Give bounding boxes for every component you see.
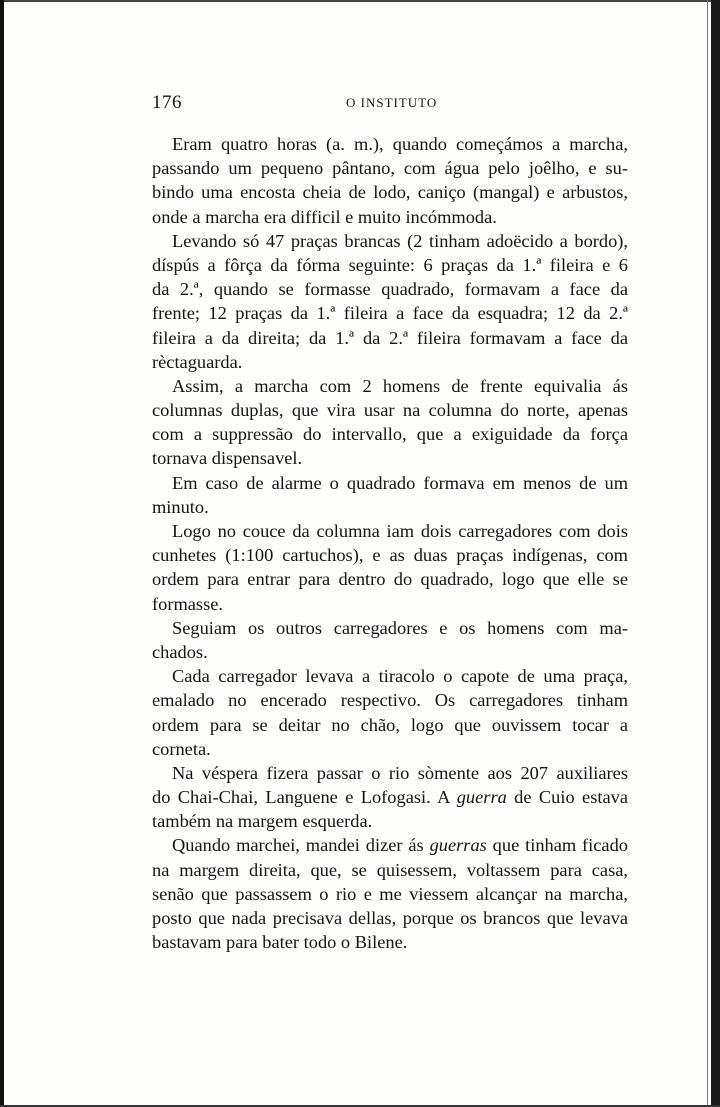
text-line: Na véspera fizera passar o rio sòmente aos 207 auxiliares xyxy=(172,762,628,783)
scan-edge-right xyxy=(711,0,720,1107)
text-line: onde a marcha era difficil e muito incómmoda. xyxy=(152,206,497,227)
text-line: Levando só 47 praças brancas (2 tinham adoëcido a bordo), xyxy=(172,230,628,251)
text-line: Eram quatro horas (a. m.), quando começámos a marcha, xyxy=(172,134,628,154)
text-line: Logo no couce da columna iam dois carregadores com dois xyxy=(172,521,628,541)
paragraph xyxy=(152,132,628,229)
text-line: minuto. xyxy=(152,496,209,517)
paragraph xyxy=(152,833,628,954)
text-line: Seguiam os outros carregadores e os homens com ma- xyxy=(172,617,628,638)
page-number: 176 xyxy=(152,92,182,113)
page-header xyxy=(152,92,628,116)
paragraph xyxy=(152,519,628,616)
paragraph xyxy=(152,374,628,471)
text-line: com a suppressão do intervallo, que a exiguidade da força xyxy=(152,424,628,445)
body-text xyxy=(152,132,628,954)
text-line: ordem para se deitar no chão, logo que ouvissem tocar a xyxy=(152,714,628,735)
text-line: chados. xyxy=(152,641,208,662)
text-line: Assim, a marcha com 2 homens de frente equivalia ás xyxy=(172,375,628,396)
text-line: ordem para entrar para dentro do quadrado, logo que elle se xyxy=(152,569,628,590)
text-line: emalado no encerado respectivo. Os carregadores tinham xyxy=(152,690,628,711)
paragraph xyxy=(152,471,628,519)
text-line: rèctaguarda. xyxy=(152,351,243,372)
text-line: do Chai-Chai, Languene e Lofogasi. A guerra de Cuio estava xyxy=(152,787,628,808)
text-line: da 2.ª, quando se formasse quadrado, formavam a face da xyxy=(152,279,628,300)
paragraph xyxy=(152,229,628,374)
paragraph xyxy=(152,616,628,664)
paragraph xyxy=(152,761,628,834)
text-line: também na margem esquerda. xyxy=(152,811,373,832)
text-line: tornava dispensavel. xyxy=(152,448,303,469)
text-line: formasse. xyxy=(152,593,223,614)
scan-edge-right-line xyxy=(707,0,708,1107)
text-line: Em caso de alarme o quadrado formava em menos de um xyxy=(172,472,628,493)
text-line: díspús a fôrça da fórma seguinte: 6 praças da 1.ª fileira e 6 xyxy=(152,254,628,275)
text-line: corneta. xyxy=(152,738,211,759)
scan-edge-left xyxy=(0,0,4,1107)
text-line: na margem direita, que, se quisessem, voltassem para casa, xyxy=(152,859,628,880)
text-line: passando um pequeno pântano, com água pelo joêlho, e su- xyxy=(152,158,628,179)
text-line: columnas duplas, que vira usar na columna do norte, apenas xyxy=(152,400,628,421)
text-line: senão que passassem o rio e me viessem alcançar na marcha, xyxy=(152,883,628,904)
scan-edge-top xyxy=(0,0,720,2)
paragraph xyxy=(152,664,628,761)
text-line: Quando marchei, mandei dizer ás guerras que tinham ficado xyxy=(172,835,628,856)
text-line: cunhetes (1:100 cartuchos), e as duas praças indígenas, com xyxy=(152,545,628,566)
text-line: posto que nada precisava dellas, porque os brancos que levava xyxy=(152,908,628,928)
text-line: Cada carregador levava a tiracolo o capote de uma praça, xyxy=(172,666,628,687)
text-line: bastavam para bater todo o Bilene. xyxy=(152,932,408,953)
running-head: O INSTITUTO xyxy=(346,95,438,110)
text-line: frente; 12 praças da 1.ª fileira a face da esquadra; 12 da 2.ª xyxy=(152,303,628,324)
text-line: fileira a da direita; da 1.ª da 2.ª fileira formavam a face da xyxy=(152,327,628,348)
text-line: bindo uma encosta cheia de lodo, caniço (mangal) e arbustos, xyxy=(152,182,628,203)
